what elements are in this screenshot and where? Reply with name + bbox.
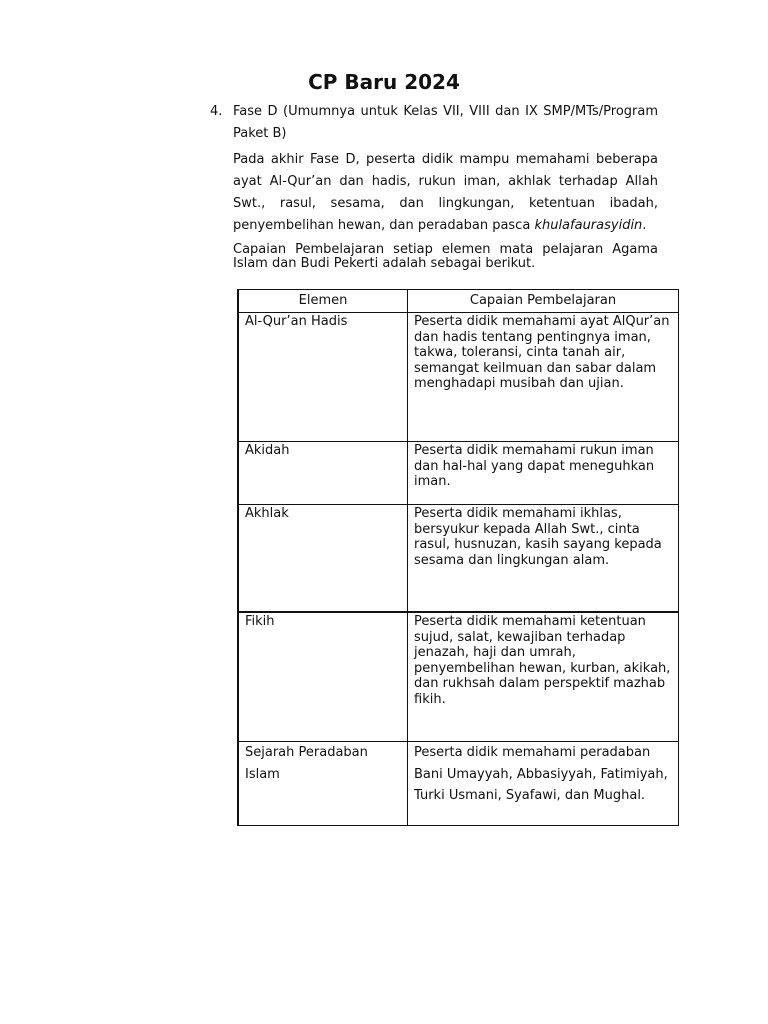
capaian-cell: Peserta didik memahami ayat AlQur’an dan hadis tentang pentingnya iman, takwa, toleransi, cinta tanah air, semangat keilmuan dan sabar dalam menghadapi musibah dan ujian. <box>408 313 679 442</box>
section-heading-text: Fase D (Umumnya untuk Kelas VII, VIII dan IX SMP/MTs/Program Paket B) <box>233 104 658 141</box>
elemen-cell: Akhlak <box>238 505 408 613</box>
paragraph-fase-d-description <box>233 149 658 237</box>
paragraph-main-text: Pada akhir Fase D, peserta didik mampu memahami beberapa ayat Al-Qur’an dan hadis, rukun iman, akhlak terhadap Allah Swt., rasul, sesama, dan lingkungan, ketentuan ibadah, penyembelihan hewan, dan peradaban pasca <box>233 152 658 233</box>
table-row <box>238 612 679 742</box>
table-row <box>238 505 679 613</box>
elemen-cell: Al-Qur’an Hadis <box>238 313 408 442</box>
table-row <box>238 742 679 826</box>
capaian-pembelajaran-table <box>237 289 679 826</box>
capaian-cell: Peserta didik memahami peradaban Bani Umayyah, Abbasiyyah, Fatimiyah, Turki Usmani, Syafawi, dan Mughal. <box>408 742 679 826</box>
paragraph-capaian-intro: Capaian Pembelajaran setiap elemen mata pelajaran Agama Islam dan Budi Pekerti adalah sebagai berikut. <box>233 242 658 271</box>
header-elemen: Elemen <box>238 290 408 313</box>
table-header-row <box>238 290 679 313</box>
paragraph-end: . <box>642 218 647 233</box>
elemen-cell: Fikih <box>238 612 408 742</box>
capaian-cell: Peserta didik memahami ketentuan sujud, salat, kewajiban terhadap jenazah, haji dan umrah, penyembelihan hewan, kurban, akikah, dan rukhsah dalam perspektif mazhab fikih. <box>408 612 679 742</box>
capaian-cell: Peserta didik memahami ikhlas, bersyukur kepada Allah Swt., cinta rasul, husnuzan, kasih sayang kepada sesama dan lingkungan alam. <box>408 505 679 613</box>
section-number: 4. <box>210 104 223 119</box>
table-row <box>238 442 679 505</box>
paragraph-italic-term: khulafaurasyidin <box>534 218 643 233</box>
document-title: CP Baru 2024 <box>308 70 460 94</box>
section-fase-d <box>210 101 658 271</box>
capaian-cell: Peserta didik memahami rukun iman dan hal-hal yang dapat meneguhkan iman. <box>408 442 679 505</box>
elemen-cell: Sejarah Peradaban Islam <box>238 742 408 826</box>
header-capaian: Capaian Pembelajaran <box>408 290 679 313</box>
elemen-cell: Akidah <box>238 442 408 505</box>
section-heading <box>210 101 658 145</box>
table-row <box>238 313 679 442</box>
